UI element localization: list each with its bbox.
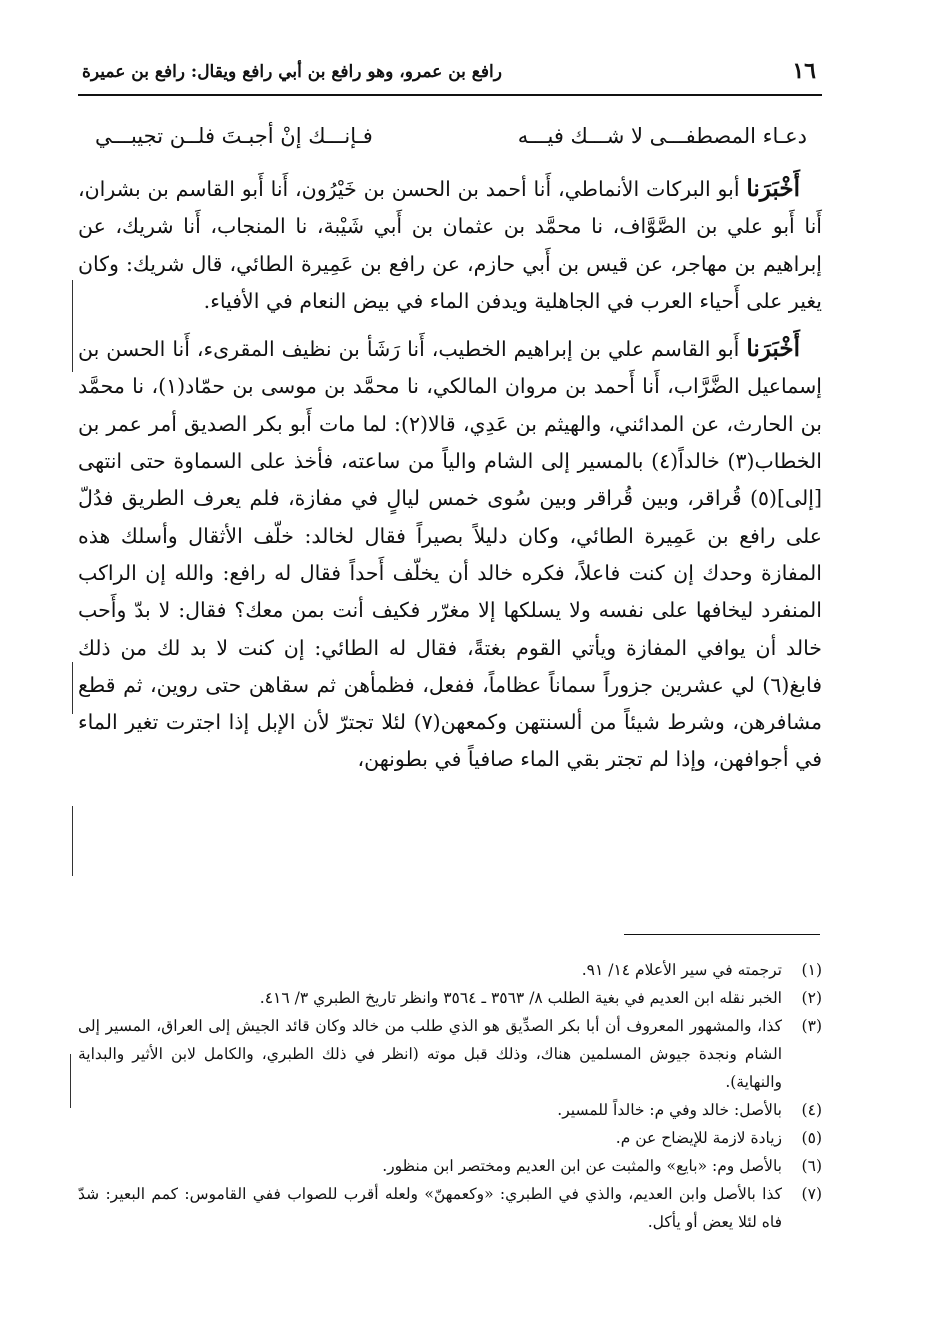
poem-line (95, 124, 807, 162)
paragraph-1 (78, 170, 822, 320)
footnote-text: زيادة لازمة للإيضاح عن م. (615, 1129, 782, 1147)
poem-hemistich-1: دعـاء المصطفـــى لا شـــك فيـــه (517, 124, 807, 148)
footnote-number: (٤) (801, 1101, 822, 1119)
margin-mark (72, 280, 73, 372)
footnote-number: (٣) (801, 1017, 822, 1035)
paragraph-2 (78, 330, 822, 779)
footnote-number: (٧) (801, 1185, 822, 1203)
footnote-number: (١) (801, 961, 822, 979)
footnote-text: الخبر نقله ابن العديم في بغية الطلب ٨/ ٣٥٦٣ ـ ٣٥٦٤ وانظر تاريخ الطبري ٣/ ٤١٦. (259, 989, 782, 1007)
footnote-text: ترجمته في سير الأعلام ١٤/ ٩١. (581, 961, 782, 979)
footnote-7 (78, 1180, 822, 1236)
poem-verse (95, 124, 807, 162)
footnote-number: (٥) (801, 1129, 822, 1147)
paragraph-text: أَبو القاسم علي بن إبراهيم الخطيب، أَنا رَشَأ بن نظيف المقرىء، أَنا الحسن بن إسماعيل الضَّرَّاب، أَنا أَحمد بن مروان المالكي، نا محمَّد بن موسى بن حمّاد(١)، نا محمَّد بن الحارث، عن المدائني، والهيثم بن عَدِي، قالا(٢): لما مات أَبو بكر الصديق أمر عمر بن الخطاب(٣) خالداً(٤) بالمسير إلى الشام والياً من ساعته، فأخذ على السماوة حتى انتهى [إلى](٥) قُراقر، وبين قُراقر وبين سُوى خمس ليالٍ في مفازة، فلم يعرف الطريق فدُلّ على رافع بن عَمِيرة الطائي، وكان دليلاً بصيراً فقال لخالد: خلّف الأثقال وأسلك هذه المفازة وحدك إن كنت فاعلاً، فكره خالد أن يخلّف أَحداً فقال له رافع: والله إن الراكب المنفرد ليخافها على نفسه ولا يسلكها إلا مغرّر فكيف أنت بمن معك؟ فقال: لا بدّ وأَحب خالد أن يوافي المفازة ويأتي القوم بغتةً، فقال له الطائي: إن كنت لا بد لك من ذلك فابغ(٦) لي عشرين جزوراً سماناً عظاماً، ففعل، فظمأهن ثم سقاهن حتى روين، ثم قطع مشافرهن، وشرط شيئاً من ألسنتهن وكمعهن(٧) لئلا تجترّ لأن الإبل إذا اجترت تغير الماء في أجوافهن، وإذا لم تجتر بقي الماء صافياً في بطونهن، (78, 337, 822, 772)
paragraph-keyword: أَخْبَرَنا (746, 335, 800, 363)
footnote-text: بالأصل: خالد وفي م: خالداً للمسير. (557, 1101, 782, 1119)
paragraph-text: أبو البركات الأنماطي، أَنا أحمد بن الحسن بن خَيْرُون، أَنا أَبو القاسم بن بشران، أَنا أَبو علي بن الصَّوَّاف، نا محمَّد بن عثمان بن أَبي شَيْبة، نا المنجاب، أَنا شريك، عن إبراهيم بن مهاجر، عن قيس بن أَبي حازم، عن رافع بن عَمِيرة الطائي، قال شريك: وكان يغير على أَحياء العرب في الجاهلية ويدفن الماء في بيض النعام في الأفياء. (78, 177, 822, 313)
margin-mark (72, 806, 73, 876)
footnote-number: (٢) (801, 989, 822, 1007)
poem-hemistich-2: فـإنـــك إنْ أجبـتَ فلــن تجيبـــي (95, 124, 373, 148)
footnote-3 (78, 1012, 822, 1096)
main-text (78, 170, 822, 779)
footnote-4 (78, 1096, 822, 1124)
footnote-5 (78, 1124, 822, 1152)
running-title: رافع بن عمرو، وهو رافع بن أبي رافع ويقال: رافع بن عميرة (82, 62, 502, 82)
page-number: ١٦ (792, 58, 816, 84)
paragraph-keyword: أَخْبَرَنا (746, 175, 800, 202)
footnote-text: كذا، والمشهور المعروف أن أبا بكر الصدِّيق هو الذي طلب من خالد وكان قائد الجيش إلى العراق، المسير إلى الشام ونجدة جيوش المسلمين هناك، وذلك قبل موته (انظر في ذلك الطبري، والكامل لابن الأثير والبداية والنهاية). (78, 1017, 782, 1091)
footnote-text: كذا بالأصل وابن العديم، والذي في الطبري: «وكعمهنّ» ولعله أقرب للصواب ففي القاموس: كمم البعير: شدّ فاه لئلا يعض أو يأكل. (78, 1185, 782, 1231)
footnote-2 (78, 984, 822, 1012)
footnotes (78, 956, 822, 1236)
margin-mark (72, 662, 73, 714)
footnote-rule (624, 934, 820, 935)
footnote-6 (78, 1152, 822, 1180)
page-header (78, 56, 822, 96)
footnote-1 (78, 956, 822, 984)
margin-mark (70, 1054, 71, 1108)
footnote-number: (٦) (801, 1157, 822, 1175)
footnote-text: بالأصل وم: «بايع» والمثبت عن ابن العديم ومختصر ابن منظور. (382, 1157, 782, 1175)
